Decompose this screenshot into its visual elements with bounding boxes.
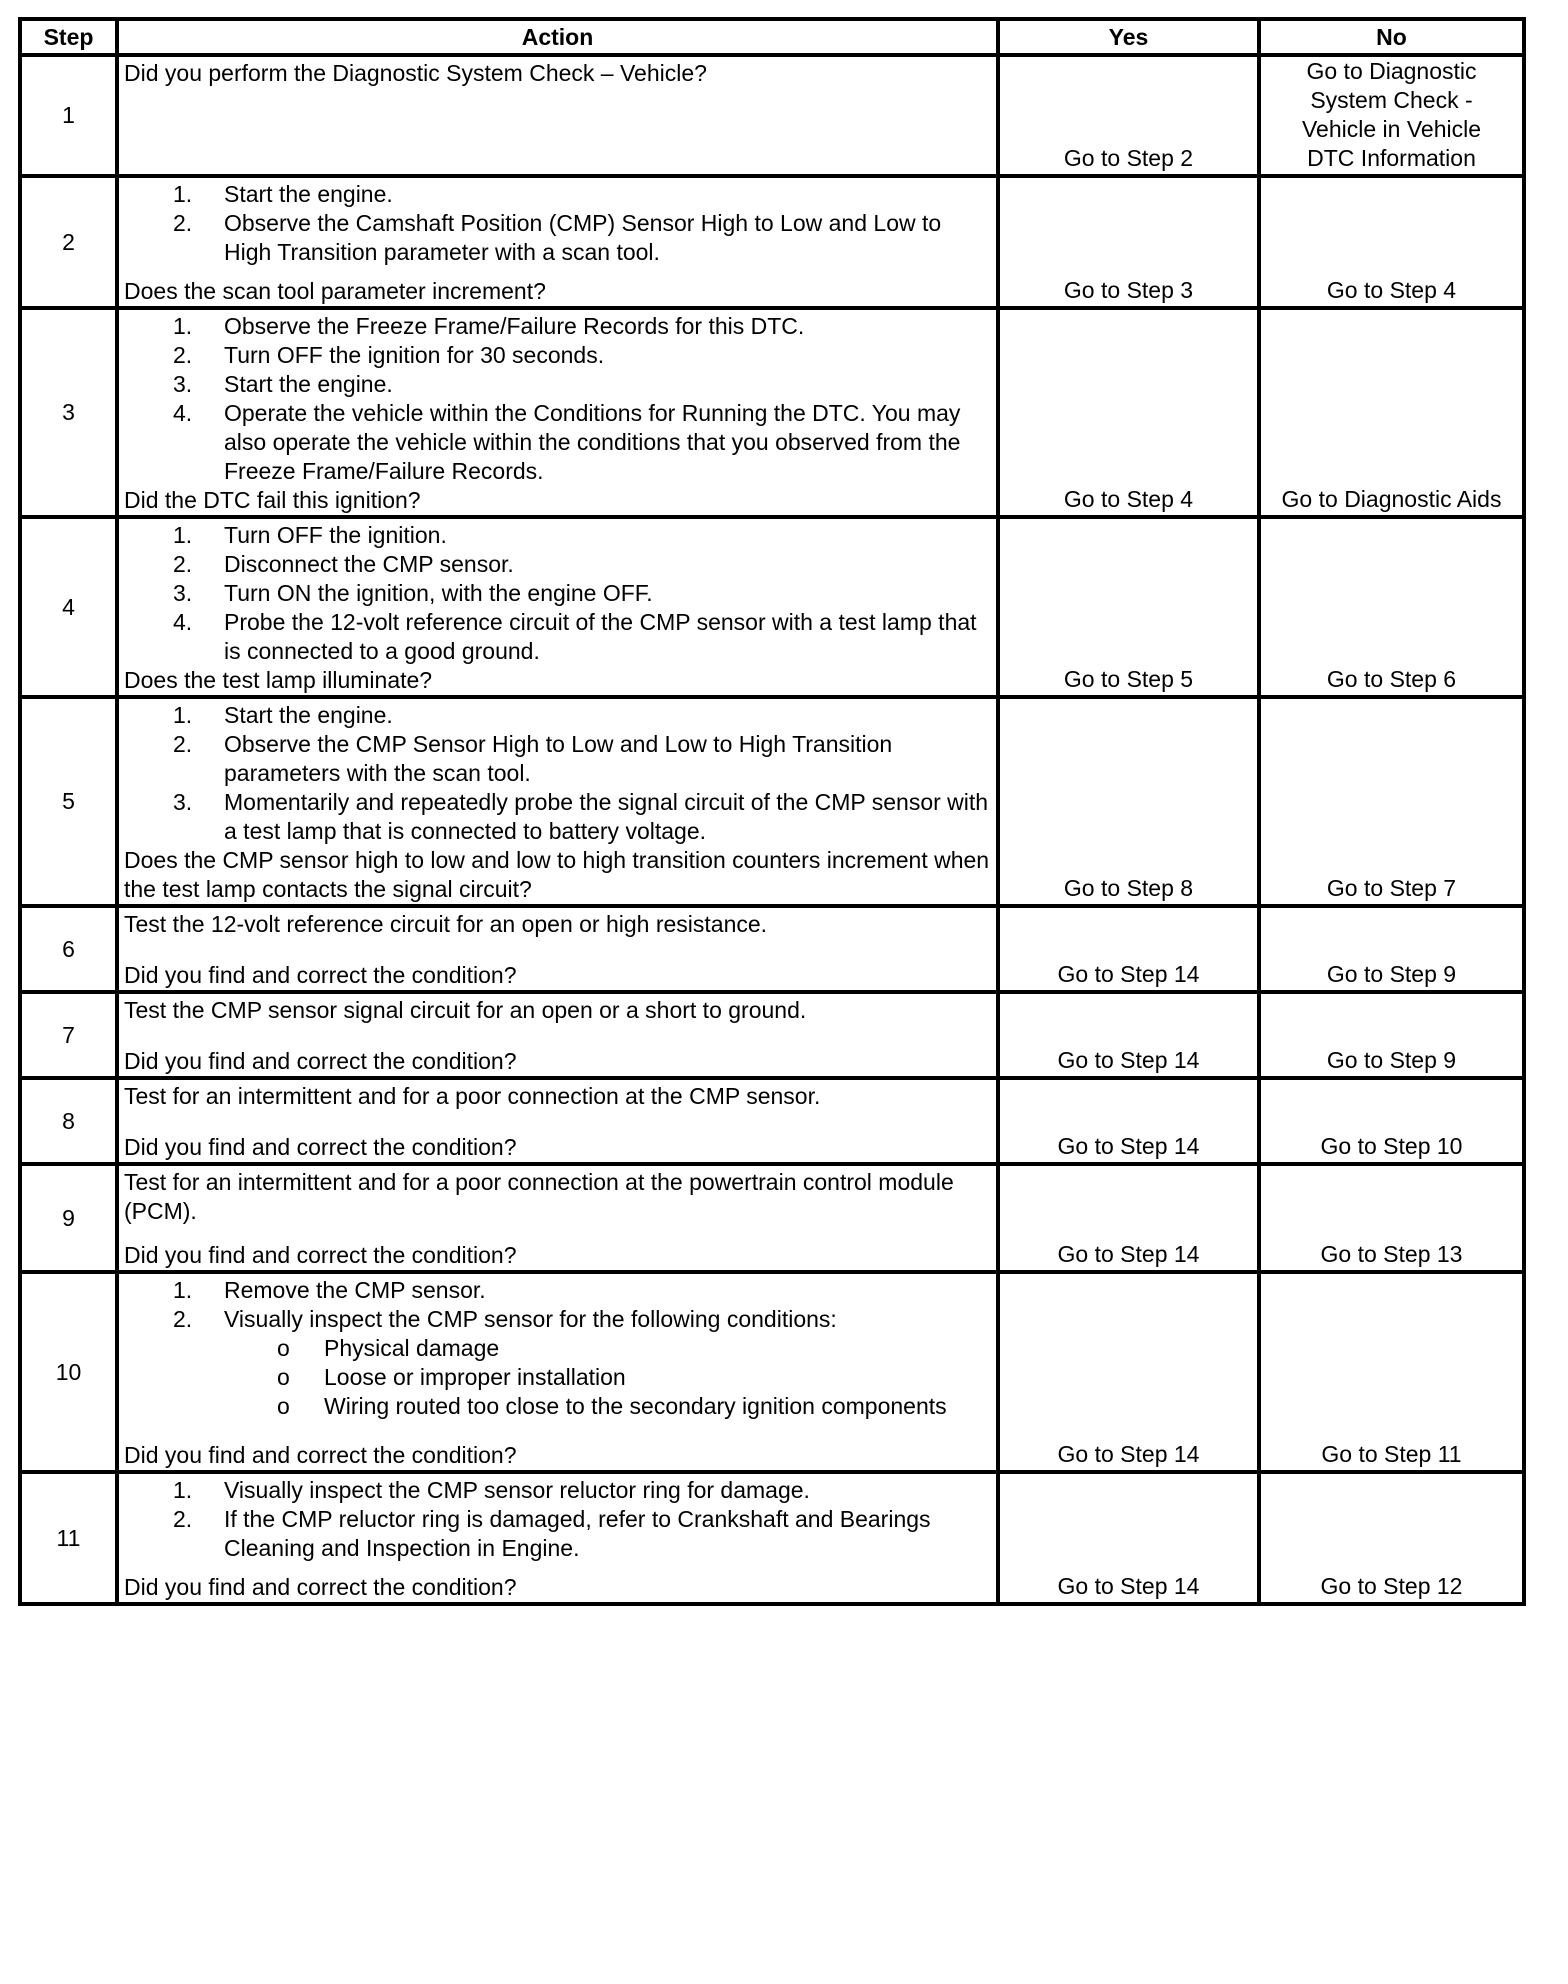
header-step: Step (20, 19, 117, 55)
action-cell (117, 55, 998, 176)
action-question: Does the test lamp illuminate? (124, 667, 433, 693)
action-content (124, 996, 990, 1076)
step-number: 7 (20, 992, 117, 1078)
header-no: No (1259, 19, 1524, 55)
action-instructions (124, 59, 990, 88)
yes-outcome: Go to Step 14 (998, 1472, 1259, 1604)
action-content (124, 1082, 990, 1162)
table-row (20, 697, 1524, 906)
action-content (124, 910, 990, 990)
action-cell (117, 992, 998, 1078)
instruction-text: Operate the vehicle within the Conditions for Running the DTC. You may also operate the vehicle within the conditions that you observed from the Freeze Frame/Failure Records. (224, 400, 961, 484)
action-content (124, 1476, 990, 1602)
instruction-text: Visually inspect the CMP sensor for the following conditions: (224, 1306, 837, 1332)
action-instructions (124, 1082, 990, 1111)
action-cell (117, 176, 998, 308)
action-intro: Did you perform the Diagnostic System Check – Vehicle? (124, 60, 707, 86)
instruction-text: Visually inspect the CMP sensor reluctor ring for damage. (224, 1477, 810, 1503)
condition-list (224, 1334, 990, 1421)
action-instructions (124, 910, 990, 939)
yes-outcome: Go to Step 14 (998, 906, 1259, 992)
yes-outcome: Go to Step 14 (998, 1164, 1259, 1272)
action-instructions (124, 1476, 990, 1563)
instruction-item (124, 701, 990, 730)
no-outcome: Go to Step 7 (1259, 697, 1524, 906)
instruction-text: If the CMP reluctor ring is damaged, refer to Crankshaft and Bearings Cleaning and Inspection in Engine. (224, 1506, 931, 1561)
table-body (20, 55, 1524, 1604)
instruction-text: Probe the 12-volt reference circuit of the CMP sensor with a test lamp that is connected to a good ground. (224, 609, 977, 664)
condition-text: Wiring routed too close to the secondary ignition components (324, 1393, 947, 1419)
action-content (124, 59, 990, 174)
yes-outcome: Go to Step 5 (998, 517, 1259, 697)
instruction-item (124, 370, 990, 399)
bullet-icon: o (277, 1364, 290, 1390)
step-number: 2 (20, 176, 117, 308)
instruction-item (124, 1476, 990, 1505)
instruction-number: 3. (173, 580, 193, 606)
table-row (20, 906, 1524, 992)
step-number: 10 (20, 1272, 117, 1472)
instruction-number: 3. (173, 371, 193, 397)
step-number: 9 (20, 1164, 117, 1272)
yes-outcome: Go to Step 14 (998, 1078, 1259, 1164)
instruction-item (124, 579, 990, 608)
action-content (124, 701, 990, 904)
action-content (124, 312, 990, 515)
instruction-number: 2. (173, 1506, 193, 1532)
yes-outcome: Go to Step 8 (998, 697, 1259, 906)
action-instructions (124, 1276, 990, 1421)
instruction-number: 2. (173, 210, 193, 236)
instruction-text: Start the engine. (224, 181, 393, 207)
table-row (20, 308, 1524, 517)
step-number: 11 (20, 1472, 117, 1604)
instruction-number: 1. (173, 702, 193, 728)
instruction-text: Disconnect the CMP sensor. (224, 551, 514, 577)
table-row (20, 1078, 1524, 1164)
action-intro: Test for an intermittent and for a poor connection at the CMP sensor. (124, 1083, 821, 1109)
action-instructions (124, 1168, 990, 1226)
table-row (20, 55, 1524, 176)
instruction-number: 4. (173, 400, 193, 426)
no-outcome: Go to Diagnostic Aids (1259, 308, 1524, 517)
instruction-item (124, 1505, 990, 1563)
instruction-text: Start the engine. (224, 702, 393, 728)
table-row (20, 992, 1524, 1078)
action-content (124, 180, 990, 306)
action-cell (117, 697, 998, 906)
instruction-number: 1. (173, 1477, 193, 1503)
action-question: Does the CMP sensor high to low and low to high transition counters increment when the test lamp contacts the signal circuit? (124, 847, 990, 902)
action-instructions (124, 701, 990, 846)
action-cell (117, 1078, 998, 1164)
action-question: Did you find and correct the condition? (124, 1574, 517, 1600)
instruction-text: Momentarily and repeatedly probe the signal circuit of the CMP sensor with a test lamp that is connected to battery voltage. (224, 789, 989, 844)
action-instructions (124, 996, 990, 1025)
action-question: Does the scan tool parameter increment? (124, 278, 546, 304)
action-question: Did you find and correct the condition? (124, 1242, 517, 1268)
instruction-number: 4. (173, 609, 193, 635)
diagnostic-table (18, 17, 1526, 1606)
action-question: Did the DTC fail this ignition? (124, 487, 421, 513)
instruction-number: 1. (173, 522, 193, 548)
yes-outcome: Go to Step 14 (998, 992, 1259, 1078)
action-intro: Test the CMP sensor signal circuit for an open or a short to ground. (124, 997, 807, 1023)
header-action: Action (117, 19, 998, 55)
no-outcome: Go to Step 12 (1259, 1472, 1524, 1604)
action-cell (117, 1164, 998, 1272)
action-question: Did you find and correct the condition? (124, 1134, 517, 1160)
instruction-item (124, 1305, 990, 1421)
instruction-text: Observe the Camshaft Position (CMP) Sensor High to Low and Low to High Transition parameter with a scan tool. (224, 210, 942, 265)
instruction-number: 2. (173, 551, 193, 577)
no-outcome: Go to Step 9 (1259, 906, 1524, 992)
action-question: Did you find and correct the condition? (124, 1048, 517, 1074)
no-outcome: Go to Diagnostic System Check - Vehicle in Vehicle DTC Information (1259, 55, 1524, 176)
action-instructions (124, 521, 990, 666)
action-cell (117, 906, 998, 992)
header-yes: Yes (998, 19, 1259, 55)
bullet-icon: o (277, 1335, 290, 1361)
instruction-number: 1. (173, 181, 193, 207)
yes-outcome: Go to Step 2 (998, 55, 1259, 176)
no-outcome: Go to Step 9 (1259, 992, 1524, 1078)
instruction-item (124, 209, 990, 267)
bullet-icon: o (277, 1393, 290, 1419)
instruction-number: 3. (173, 789, 193, 815)
instruction-list (124, 180, 990, 267)
action-content (124, 1168, 990, 1270)
table-row (20, 176, 1524, 308)
instruction-item (124, 399, 990, 486)
action-content (124, 1276, 990, 1470)
instruction-list (124, 1276, 990, 1421)
instruction-list (124, 521, 990, 666)
table-row (20, 517, 1524, 697)
yes-outcome: Go to Step 4 (998, 308, 1259, 517)
instruction-item (124, 180, 990, 209)
instruction-text: Start the engine. (224, 371, 393, 397)
action-cell (117, 1272, 998, 1472)
instruction-text: Observe the Freeze Frame/Failure Records for this DTC. (224, 313, 805, 339)
instruction-item (124, 312, 990, 341)
instruction-text: Remove the CMP sensor. (224, 1277, 486, 1303)
condition-text: Physical damage (324, 1335, 500, 1361)
yes-outcome: Go to Step 3 (998, 176, 1259, 308)
action-cell (117, 308, 998, 517)
instruction-text: Turn OFF the ignition for 30 seconds. (224, 342, 605, 368)
step-number: 3 (20, 308, 117, 517)
instruction-text: Observe the CMP Sensor High to Low and Low to High Transition parameters with the scan tool. (224, 731, 893, 786)
action-cell (117, 1472, 998, 1604)
instruction-number: 2. (173, 1306, 193, 1332)
action-cell (117, 517, 998, 697)
no-outcome: Go to Step 10 (1259, 1078, 1524, 1164)
instruction-text: Turn ON the ignition, with the engine OFF. (224, 580, 653, 606)
instruction-item (124, 1276, 990, 1305)
instruction-item (124, 550, 990, 579)
table-row (20, 1472, 1524, 1604)
instruction-item (124, 788, 990, 846)
action-question: Did you find and correct the condition? (124, 1442, 517, 1468)
instruction-number: 2. (173, 731, 193, 757)
no-outcome: Go to Step 13 (1259, 1164, 1524, 1272)
no-outcome: Go to Step 11 (1259, 1272, 1524, 1472)
table-row (20, 1272, 1524, 1472)
instruction-list (124, 1476, 990, 1563)
instruction-number: 2. (173, 342, 193, 368)
no-outcome: Go to Step 4 (1259, 176, 1524, 308)
instruction-item (124, 521, 990, 550)
action-content (124, 521, 990, 695)
step-number: 1 (20, 55, 117, 176)
condition-item (224, 1334, 990, 1363)
action-instructions (124, 180, 990, 267)
no-outcome: Go to Step 6 (1259, 517, 1524, 697)
instruction-text: Turn OFF the ignition. (224, 522, 447, 548)
step-number: 5 (20, 697, 117, 906)
action-intro: Test the 12-volt reference circuit for an open or high resistance. (124, 911, 768, 937)
action-intro: Test for an intermittent and for a poor connection at the powertrain control module (PCM). (124, 1169, 954, 1224)
step-number: 4 (20, 517, 117, 697)
step-number: 8 (20, 1078, 117, 1164)
table-row (20, 1164, 1524, 1272)
condition-item (224, 1392, 990, 1421)
instruction-number: 1. (173, 313, 193, 339)
instruction-number: 1. (173, 1277, 193, 1303)
yes-outcome: Go to Step 14 (998, 1272, 1259, 1472)
instruction-item (124, 341, 990, 370)
condition-text: Loose or improper installation (324, 1364, 626, 1390)
action-instructions (124, 312, 990, 486)
instruction-list (124, 701, 990, 846)
condition-item (224, 1363, 990, 1392)
action-question: Did you find and correct the condition? (124, 962, 517, 988)
header-row (20, 19, 1524, 55)
instruction-list (124, 312, 990, 486)
instruction-item (124, 730, 990, 788)
instruction-item (124, 608, 990, 666)
step-number: 6 (20, 906, 117, 992)
